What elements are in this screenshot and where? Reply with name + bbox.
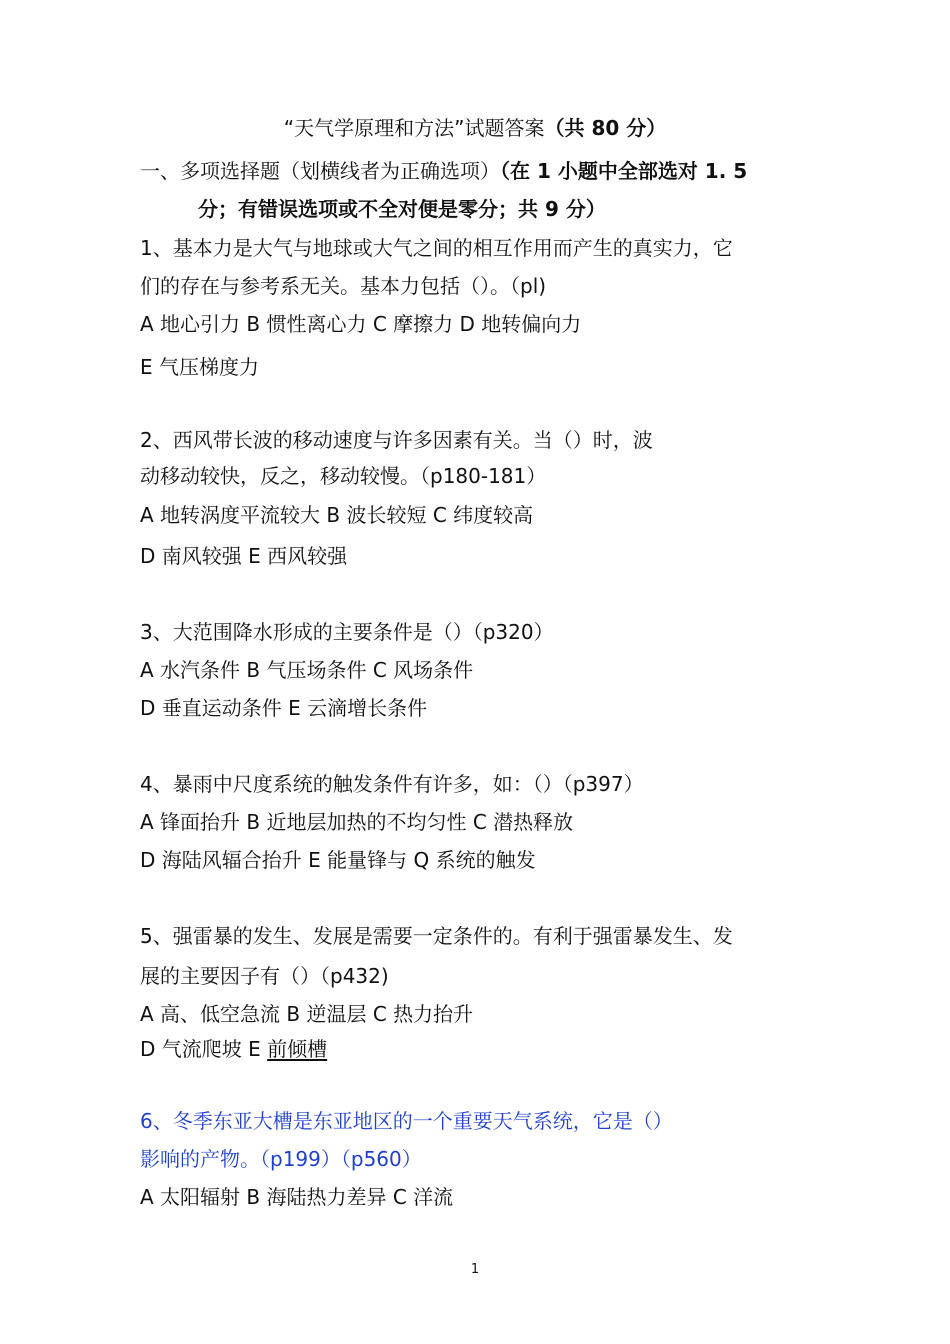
section-heading-normal: 一、多项选择题（划横线者为正确选项） xyxy=(140,159,500,183)
q5-underlined-answer: 前倾槽 xyxy=(267,1037,328,1061)
q5-options-line1: A 高、低空急流 B 逆温层 C 热力抬升 xyxy=(140,1002,474,1026)
q4-options-line2: D 海陆风辐合抬升 E 能量锋与 Q 系统的触发 xyxy=(140,848,536,872)
q6-stem-line2: 影响的产物。（p199）（p560） xyxy=(140,1147,422,1171)
q5-stem-line2: 展的主要因子有（）（p432) xyxy=(140,964,389,988)
q3-stem-line1: 3、大范围降水形成的主要条件是（）（p320） xyxy=(140,620,554,644)
section-heading-line1 xyxy=(140,155,747,184)
section-heading-bold: （在 1 小题中全部选对 1. 5 xyxy=(500,159,748,183)
q2-options-line2: D 南风较强 E 西风较强 xyxy=(140,544,348,568)
q1-options-line2: E 气压梯度力 xyxy=(140,355,259,379)
q5-options-text: D 气流爬坡 E xyxy=(140,1037,268,1061)
q6-stem-line1: 6、冬季东亚大槽是东亚地区的一个重要天气系统，它是（） xyxy=(140,1109,673,1133)
title-main: “天气学原理和方法”试题答案 xyxy=(283,116,545,140)
q3-options-line1: A 水汽条件 B 气压场条件 C 风场条件 xyxy=(140,658,474,682)
q1-stem-line1: 1、基本力是大气与地球或大气之间的相互作用而产生的真实力，它 xyxy=(140,236,733,260)
q2-stem-line2: 动移动较快，反之，移动较慢。（p180-181） xyxy=(140,464,547,488)
q4-options-line1: A 锋面抬升 B 近地层加热的不均匀性 C 潜热释放 xyxy=(140,810,574,834)
q3-options-line2: D 垂直运动条件 E 云滴增长条件 xyxy=(140,696,428,720)
page-number: 1 xyxy=(470,1262,480,1277)
q5-stem-line1: 5、强雷暴的发生、发展是需要一定条件的。有利于强雷暴发生、发 xyxy=(140,924,733,948)
q1-options-line1: A 地心引力 B 惯性离心力 C 摩擦力 D 地转偏向力 xyxy=(140,312,582,336)
q2-options-line1: A 地转涡度平流较大 B 波长较短 C 纬度较高 xyxy=(140,503,534,527)
q6-options-line1: A 太阳辐射 B 海陆热力差异 C 洋流 xyxy=(140,1185,454,1209)
q5-options-line2 xyxy=(140,1033,327,1062)
title-score: （共 80 分） xyxy=(544,116,667,140)
q1-stem-line2: 们的存在与参考系无关。基本力包括（）。（pl) xyxy=(140,274,547,298)
section-heading-line2: 分；有错误选项或不全对便是零分；共 9 分） xyxy=(198,197,606,221)
q2-stem-line1: 2、西风带长波的移动速度与许多因素有关。当（）时，波 xyxy=(140,428,653,452)
q4-stem-line1: 4、暴雨中尺度系统的触发条件有许多，如：（）（p397） xyxy=(140,772,644,796)
page-title xyxy=(0,112,950,141)
